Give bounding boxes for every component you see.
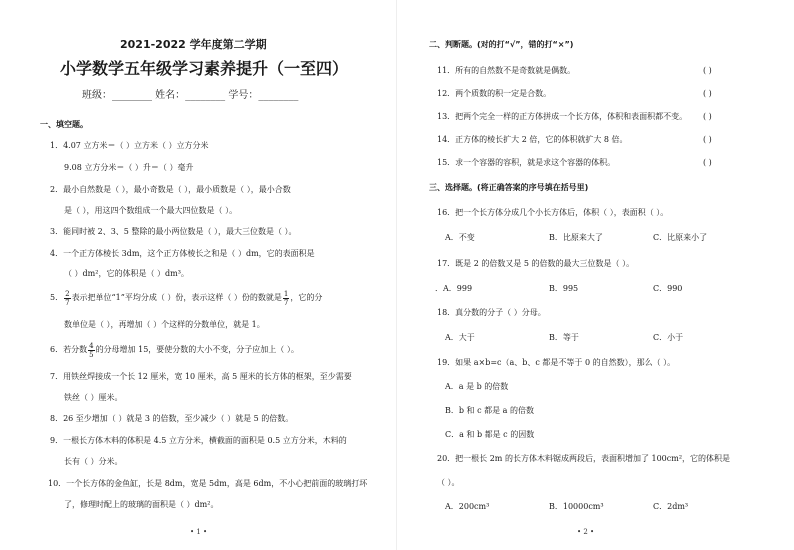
question-19: 19．如果 a×b=c（a、b、c 都是不等于 0 的自然数），那么（ ）。 [437,358,676,367]
question-9-line-b: 长有（ ）分米。 [64,457,123,466]
question-15: 15．求一个容器的容积，就是求这个容器的体积。 [437,158,616,167]
right-page [397,0,794,550]
question-8: 8．26 至少增加（ ）就是 3 的倍数，至少减少（ ）就是 5 的倍数。 [50,414,294,423]
question-4-line-a: 4．一个正方体棱长 3dm，这个正方体棱长之和是（ ）dm，它的表面积是 [50,249,315,258]
question-4-line-b: （ ）dm²，它的体积是（ ）dm³。 [64,269,189,278]
question-18: 18．真分数的分子（ ）分母。 [437,308,546,317]
q20-option-c[interactable]: C．2dm³ [653,502,689,511]
question-5-line-b: 数单位是（ ），再增加（ ）个这样的分数单位，就是 1。 [64,320,265,329]
q20-option-b[interactable]: B．10000cm³ [549,502,604,511]
q16-option-c[interactable]: C．比原来小了 [653,233,708,242]
question-2-line-a: 2．最小自然数是（ ），最小奇数是（ ），最小质数是（ ），最小合数 [50,185,291,194]
q18-option-c[interactable]: C．小于 [653,333,684,342]
question-2-line-b: 是（ ），用这四个数组成一个最大四位数是（ ）。 [64,206,238,215]
answer-paren-13[interactable]: ( ) [703,112,712,121]
q18-option-a[interactable]: A．大于 [445,333,475,342]
question-10-line-a: 10．一个长方体的金鱼缸，长是 8dm，宽是 5dm，高是 6dm，不小心把前面的玻璃打坏 [48,479,368,488]
q17-option-b[interactable]: B．995 [549,284,579,293]
fraction-4-5 [88,342,94,359]
fraction-denominator: 7 [65,298,70,307]
question-6-lead: 6．若分数 [50,345,88,354]
q16-option-a[interactable]: A．不变 [445,233,475,242]
question-5-middle: 表示把单位“1”平均分成（ ）份，表示这样（ ）份的数就是 [71,293,282,302]
answer-paren-14[interactable]: ( ) [703,135,712,144]
question-1-line-b: 9.08 立方分米＝（ ）升＝（ ）毫升 [64,163,194,172]
q17-option-a[interactable]: ．A．999 [435,284,473,293]
question-7-line-a: 7．用铁丝焊接成一个长 12 厘米，宽 10 厘米，高 5 厘米的长方体的框架，至少需要 [50,372,352,381]
fraction-denominator: 7 [283,298,289,307]
question-1-line-a: 1．4.07 立方米＝（ ）立方米（ ）立方分米 [50,141,209,150]
question-5-tail: ，它的分 [290,293,323,302]
fraction-numerator: 4 [89,341,94,350]
q17-option-c[interactable]: C．990 [653,284,683,293]
question-7-line-b: 铁丝（ ）厘米。 [64,393,123,402]
q20-option-a[interactable]: A．200cm³ [445,502,490,511]
question-12: 12．两个质数的积一定是合数。 [437,89,552,98]
question-6-tail: 的分母增加 15，要使分数的大小不变，分子应加上（ ）。 [95,345,299,354]
question-5-number: 5． [50,293,64,302]
question-17: 17．既是 2 的倍数又是 5 的倍数的最大三位数是（ ）。 [437,259,635,268]
question-16: 16．把一个长方体分成几个小长方体后，体积（ ），表面积（ ）。 [437,208,669,217]
question-6 [50,340,299,360]
fraction-2-7 [64,290,70,307]
q19-option-b[interactable]: B．b 和 c 都是 a 的倍数 [445,406,534,415]
q19-option-a[interactable]: A．a 是 b 的倍数 [445,382,509,391]
answer-paren-15[interactable]: ( ) [703,158,712,167]
question-10-line-b: 了，修理时配上的玻璃的面积是（ ）dm²。 [64,500,219,509]
fraction-numerator: 2 [65,289,70,298]
question-14: 14．正方体的棱长扩大 2 倍，它的体积就扩大 8 倍。 [437,135,628,144]
question-13: 13．把两个完全一样的正方体拼成一个长方体，体积和表面积都不变。 [437,112,688,121]
question-5-line-a [50,288,322,308]
fraction-denominator: 5 [89,350,94,359]
fraction-numerator: 1 [283,289,289,298]
page-number-1: • 1 • [190,528,208,536]
section-3-title: 三、选择题。(将正确答案的序号填在括号里) [429,183,589,192]
question-11: 11．所有的自然数不是奇数就是偶数。 [437,66,576,75]
question-20-line-a: 20．把一根长 2m 的长方体木料锯成两段后，表面积增加了 100cm²，它的体积是 [437,454,731,463]
question-20-line-b: （ ）。 [437,478,460,487]
question-9-line-a: 9．一根长方体木料的体积是 4.5 立方分米，横截面的面积是 0.5 立方分米，木料的 [50,436,347,445]
fraction-1-7 [283,290,289,307]
q16-option-b[interactable]: B．比原来大了 [549,233,603,242]
section-1-title: 一、填空题。 [40,120,88,129]
year-title: 2021-2022 学年度第二学期 [120,38,267,51]
student-info-line: 班级：________ 姓名：________ 学号：________ [82,90,299,101]
q19-option-c[interactable]: C．a 和 b 都是 c 的因数 [445,430,535,439]
question-3: 3．能同时被 2、3、5 整除的最小两位数是（ ），最大三位数是（ ）。 [50,227,297,236]
main-title: 小学数学五年级学习素养提升（一至四） [60,59,349,78]
section-2-title: 二、判断题。(对的打“√”，错的打“×”) [429,40,574,49]
page-number-2: • 2 • [577,528,595,536]
answer-paren-11[interactable]: ( ) [703,66,712,75]
q18-option-b[interactable]: B．等于 [549,333,579,342]
answer-paren-12[interactable]: ( ) [703,89,712,98]
